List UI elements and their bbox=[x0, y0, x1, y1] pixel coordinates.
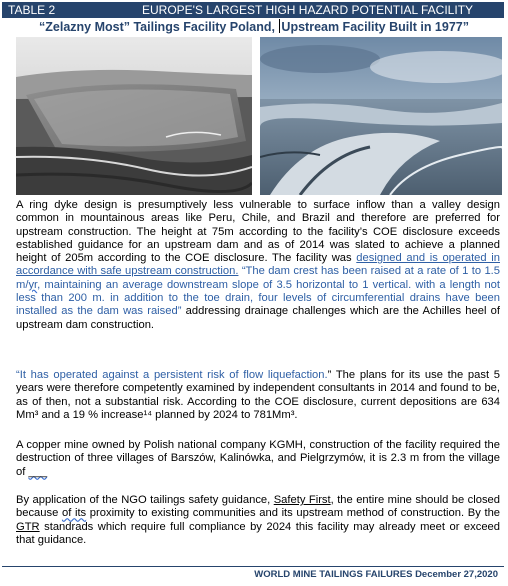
paragraph-text: , the entire mine should be closed because bbox=[16, 494, 500, 520]
dam-crest-quote: “The dam crest has been raised at a rate of 1 to 1.5 m/ bbox=[16, 265, 501, 291]
table-title: EUROPE'S LARGEST HIGH HAZARD POTENTIAL FACILITY bbox=[142, 3, 474, 17]
village-name-placeholder: ___ bbox=[28, 465, 48, 478]
footer-divider bbox=[2, 566, 504, 567]
paragraph-text: standrads which require full compliance by 2024 this facility may already meet or exceed that guidance. bbox=[16, 520, 500, 546]
facility-subtitle bbox=[0, 19, 508, 35]
aerial-photo-tailings-facility bbox=[16, 37, 252, 195]
unit-yr: yr bbox=[28, 278, 38, 291]
subtitle-part-2: Upstream Facility Built in 1977” bbox=[281, 20, 469, 34]
tailings-beach-photo bbox=[260, 37, 502, 195]
paragraph-copper-mine bbox=[16, 439, 500, 479]
dam-crest-quote-cont: , maintaining an average downstream slope of 3.5 horizontal to 1 vertical. with a length not less than 200 m. in addition to the toe drain, four levels of circumferential drains have been installed as the dam was raised” bbox=[16, 278, 500, 318]
grammar-flag-of-its: of its bbox=[61, 507, 87, 520]
paragraph-text: proximity to existing communities and its upstream method of construction. By the bbox=[86, 507, 501, 520]
paragraph-text: A copper mine owned by Polish national company KGMH, construction of the facility required the destruction of three villages of Barszów, Kalinówka, and Pielgrzymów, it is 2.3 m from the village of bbox=[16, 439, 500, 478]
table-label: TABLE 2 bbox=[8, 3, 56, 17]
subtitle-part-1: “Zelazny Most” Tailings Facility Poland, bbox=[39, 20, 279, 34]
paragraph-text: A ring dyke design is presumptively less vulnerable to surface inflow than a valley design common in mountainous areas like Peru, Chile, and Brazil and therefore are preferred for upstream construction. The height at 75m according to the facility’s COE disclosure exceeds established guidance for an upstream dam and as of 2014 was slated to achieve a planned height of 205m according to the COE disclosure. The facility was bbox=[16, 199, 500, 265]
paragraph-text: By application of the NGO tailings safety guidance, bbox=[16, 494, 274, 506]
paragraph-ngo-guidance bbox=[16, 494, 500, 547]
gtr-link[interactable]: GTR bbox=[16, 520, 40, 533]
paragraph-flow-liquefaction bbox=[16, 369, 500, 422]
paragraph-text: addressing drainage challenges which are the Achilles heel of upstream dam construction. bbox=[16, 305, 500, 331]
paragraph-text: ” The plans for its use the past 5 years were therefore competently examined by independent consultants in 2014 and found to be, as of then, not a substantial risk. According to the COE disclosure, current depositions are 634 Mm³ and a 19 % increase¹⁴ planned by 2024 to 781Mm³. bbox=[16, 369, 501, 421]
paragraph-ring-dyke bbox=[16, 199, 500, 332]
liquefaction-quote: “It has operated against a persistent risk of flow liquefaction. bbox=[16, 369, 328, 381]
footer-caption: WORLD MINE TAILINGS FAILURES December 27,2020 bbox=[254, 569, 498, 580]
safety-first-link[interactable]: Safety First bbox=[273, 494, 331, 506]
table-header-bar bbox=[2, 2, 504, 18]
safe-upstream-link[interactable]: designed and is operated in accordance with safe upstream construction. bbox=[16, 252, 500, 278]
